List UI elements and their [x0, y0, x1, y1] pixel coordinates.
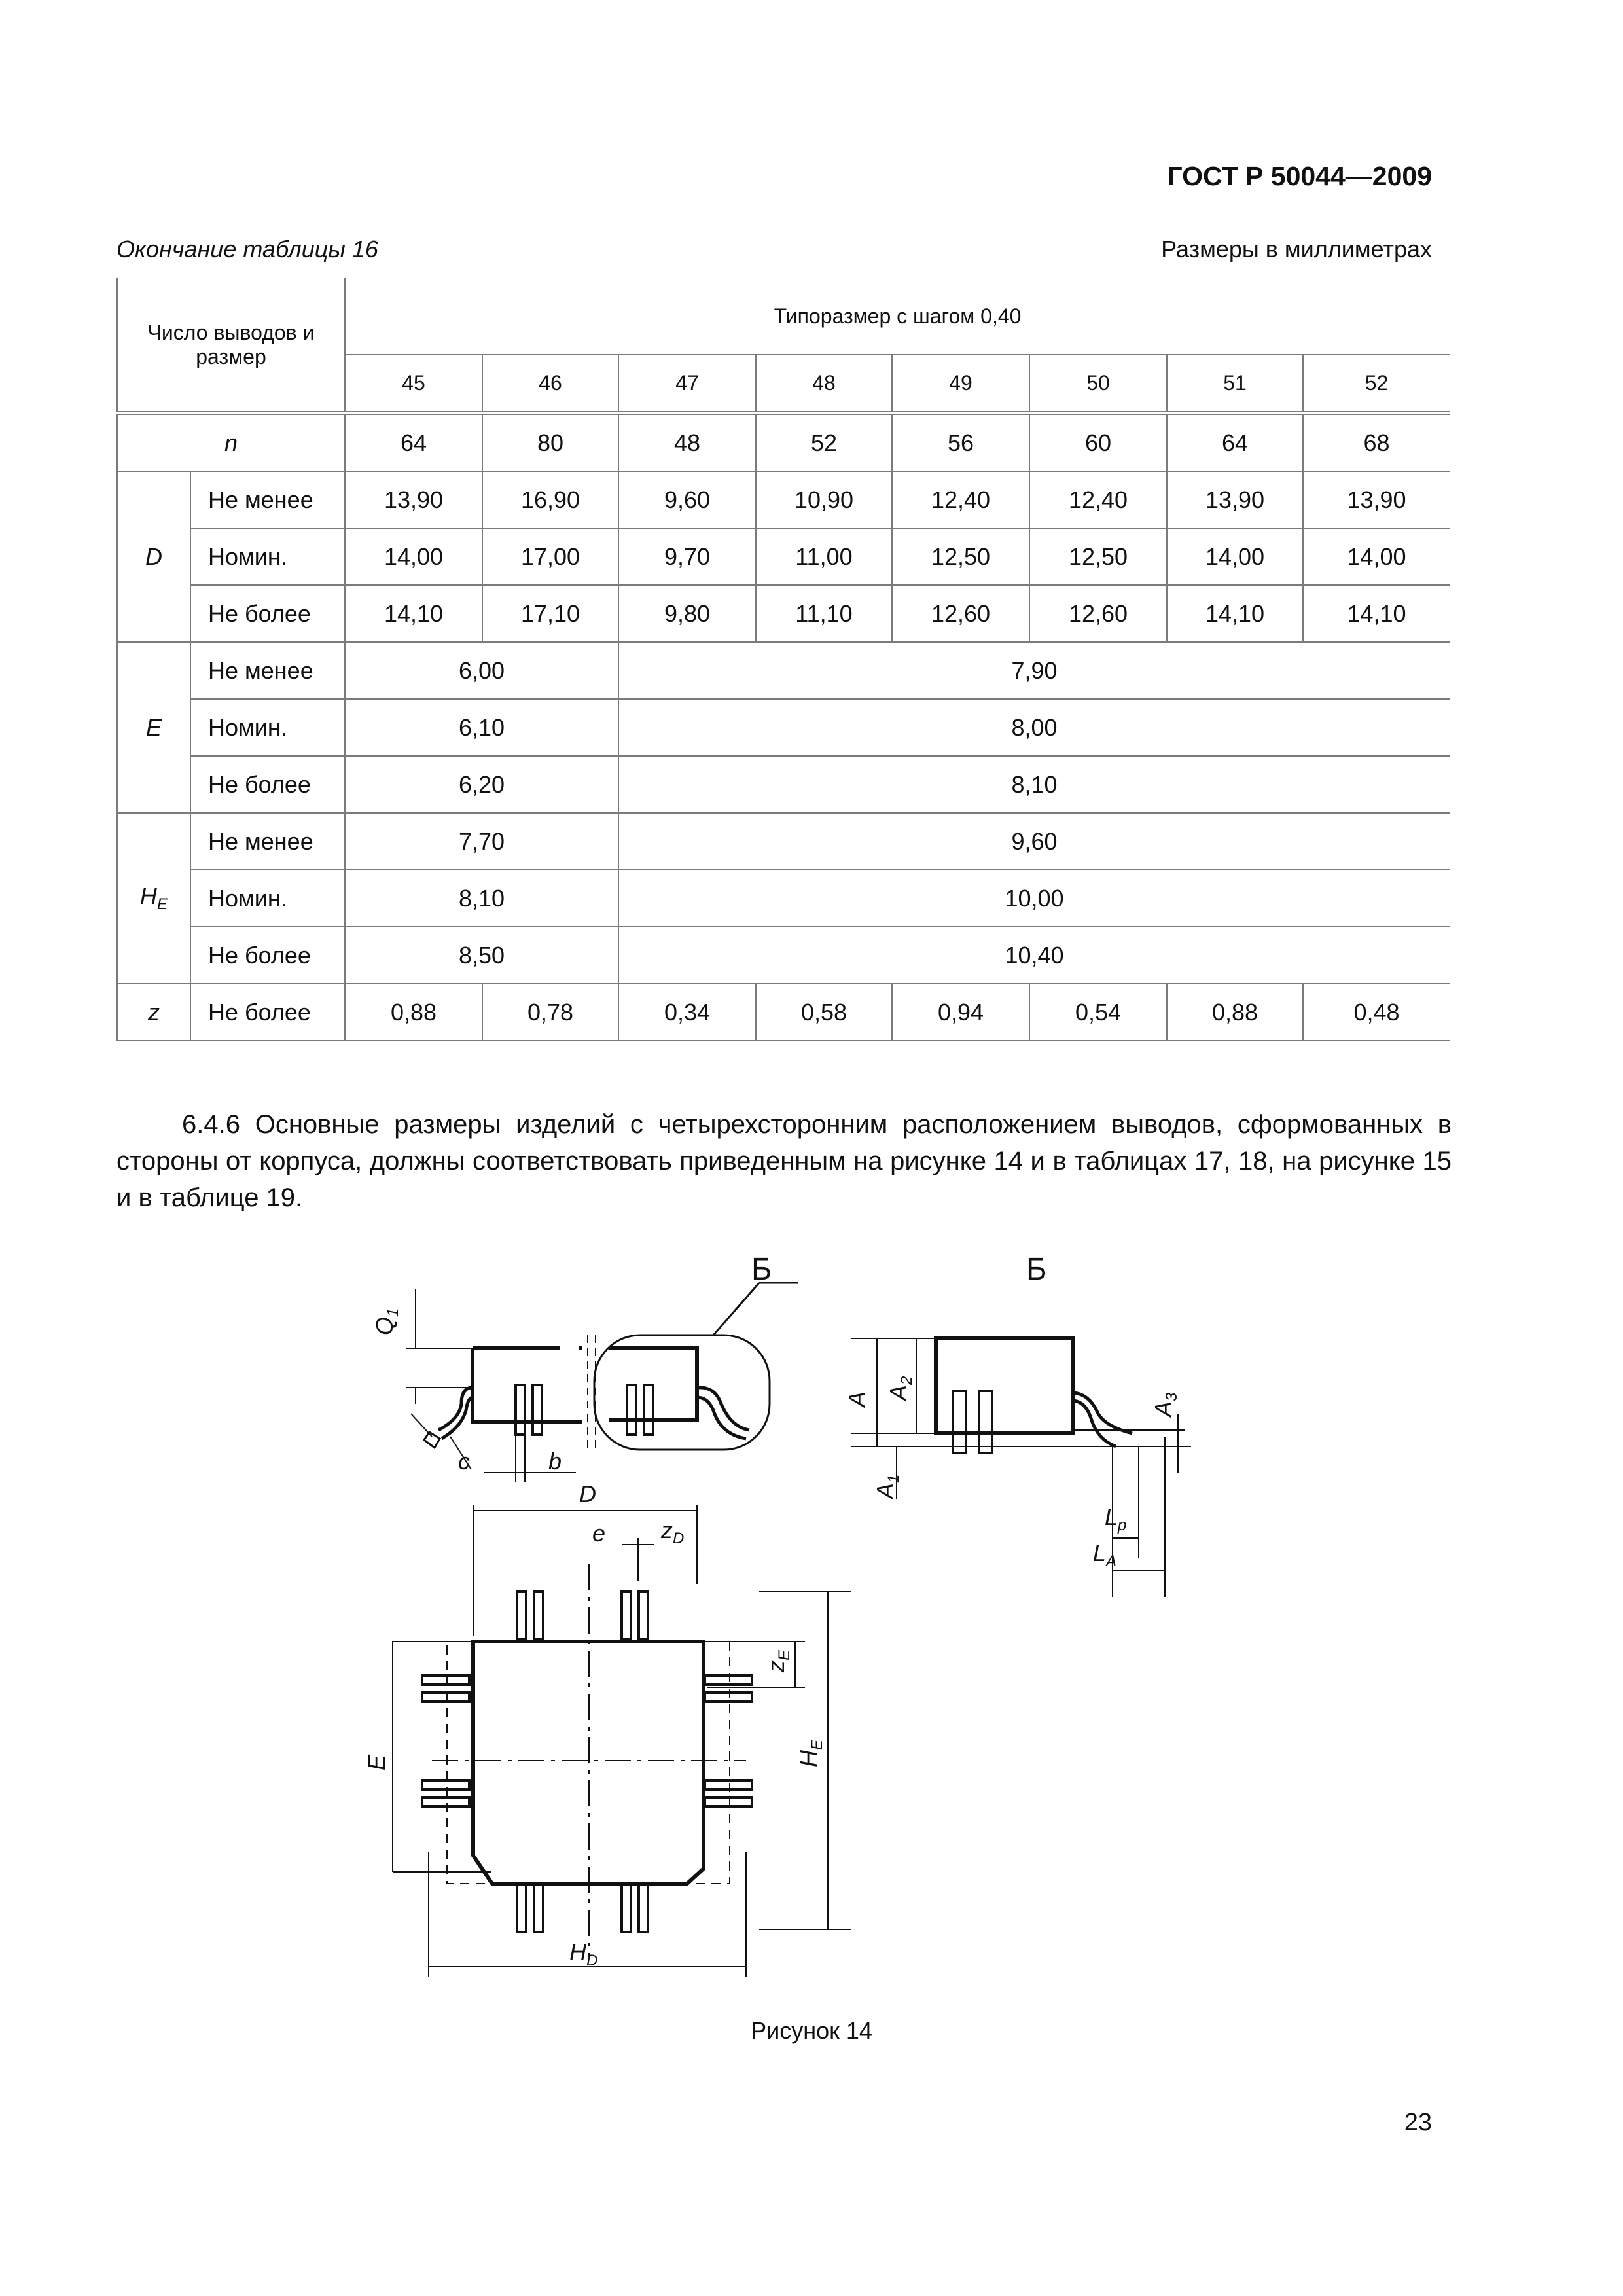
lead-pin [622, 1592, 631, 1639]
view-label: Б [1026, 1252, 1047, 1287]
column-header-45: 45 [345, 355, 482, 413]
lead-pin [534, 1592, 543, 1639]
symbol-text: E [145, 713, 162, 741]
standard-number: ГОСТ Р 50044—2009 [1167, 161, 1432, 191]
lead-pin [517, 1592, 526, 1639]
table-cell: 60 [1029, 413, 1167, 471]
column-header-52: 52 [1303, 355, 1450, 413]
lead-pin [639, 1592, 648, 1639]
table-cell: 8,10 [618, 756, 1450, 813]
table-cell: 14,10 [345, 585, 482, 642]
table-cell: 9,60 [618, 813, 1450, 870]
dim-HD: $H_D$ [569, 1939, 598, 1969]
row-symbol: n [117, 413, 345, 471]
table-cell: 80 [482, 413, 618, 471]
table-cell: 8,10 [345, 870, 618, 927]
paragraph-text: 6.4.6 Основные размеры изделий с четырехсторонним расположением выводов, сформованных в стороны от корпуса, должны соответствовать приведенным на рисунке 14 и в таблицах 17, 18, на рисунке 15 и в таблице 19. [116, 1110, 1452, 1212]
table-cell: 0,34 [618, 984, 756, 1041]
lead-pin [517, 1885, 526, 1932]
table-cell: 8,00 [618, 699, 1450, 756]
symbol-subscript: E [156, 895, 168, 914]
table-cell: 0,94 [892, 984, 1029, 1041]
table-cell: 10,90 [756, 471, 892, 528]
dim-D: D [579, 1480, 596, 1507]
table-cell: 14,00 [1303, 528, 1450, 585]
corner-header-cell: Число выводов и размер [117, 278, 345, 413]
table-cell: 11,10 [756, 585, 892, 642]
table-cell: 13,90 [345, 471, 482, 528]
column-header-46: 46 [482, 355, 618, 413]
table-cell: 6,20 [345, 756, 618, 813]
table-cell: 0,48 [1303, 984, 1450, 1041]
row-label: Не менее [190, 813, 345, 870]
figure-labels [363, 1252, 1181, 1969]
table-cell: 9,60 [618, 471, 756, 528]
table-cell: 52 [756, 413, 892, 471]
table-cell: 6,10 [345, 699, 618, 756]
row-label: Не более [190, 585, 345, 642]
table-cell: 12,40 [1029, 471, 1167, 528]
dim-A1: $A_1$ [872, 1474, 902, 1499]
table-cell: 0,78 [482, 984, 618, 1041]
table-cell: 14,00 [1167, 528, 1303, 585]
row-symbol: z [117, 984, 190, 1041]
dim-zE: $z_E$ [762, 1649, 793, 1672]
lead-pin [705, 1693, 752, 1702]
table-cell: 14,10 [1167, 585, 1303, 642]
table-cell: 11,00 [756, 528, 892, 585]
dim-LA: $L_A$ [1093, 1539, 1117, 1570]
lead-pin [622, 1885, 631, 1932]
column-header-51: 51 [1167, 355, 1303, 413]
row-label: Номин. [190, 870, 345, 927]
lead-pin [705, 1780, 752, 1789]
table-cell: 10,40 [618, 927, 1450, 984]
row-label: Не менее [190, 642, 345, 699]
table-cell: 48 [618, 413, 756, 471]
lead-pin [639, 1885, 648, 1932]
table-cell: 13,90 [1167, 471, 1303, 528]
column-header-48: 48 [756, 355, 892, 413]
dim-c: c [458, 1448, 470, 1475]
row-label: Номин. [190, 528, 345, 585]
lead-pin [534, 1885, 543, 1932]
table-cell: 9,70 [618, 528, 756, 585]
dim-HE: $H_E$ [795, 1739, 826, 1767]
dim-e: e [592, 1520, 606, 1547]
page-number: 23 [1404, 2109, 1432, 2136]
dim-A: A [844, 1391, 870, 1407]
dim-A3: $A_3$ [1150, 1392, 1181, 1417]
table-cell: 6,00 [345, 642, 618, 699]
row-label: Не менее [190, 471, 345, 528]
table-cell: 0,88 [1167, 984, 1303, 1041]
column-header-50: 50 [1029, 355, 1167, 413]
table-cell: 7,70 [345, 813, 618, 870]
detail-callout [588, 1283, 798, 1450]
table-cell: 12,50 [892, 528, 1029, 585]
table-cell: 13,90 [1303, 471, 1450, 528]
dim-A2: $A_2$ [885, 1376, 916, 1401]
table-cell: 17,00 [482, 528, 618, 585]
table-cell: 68 [1303, 413, 1450, 471]
lead-pin [705, 1797, 752, 1806]
table-cell: 10,00 [618, 870, 1450, 927]
row-label: Не более [190, 756, 345, 813]
symbol-text: H [139, 882, 157, 910]
table-cell: 8,50 [345, 927, 618, 984]
table-cell: 64 [345, 413, 482, 471]
dim-Lp: $L_p$ [1105, 1503, 1127, 1534]
table-units: Размеры в миллиметрах [1161, 236, 1432, 262]
row-label: Не более [190, 927, 345, 984]
top-view-body [432, 1564, 746, 1957]
row-label: Не более [190, 984, 345, 1041]
table-cell: 12,60 [1029, 585, 1167, 642]
group-header-cell: Типоразмер с шагом 0,40 [345, 278, 1450, 355]
table-cell: 9,80 [618, 585, 756, 642]
table-cell: 12,40 [892, 471, 1029, 528]
table-cell: 64 [1167, 413, 1303, 471]
row-label: Номин. [190, 699, 345, 756]
table-cell: 12,60 [892, 585, 1029, 642]
table-cell: 56 [892, 413, 1029, 471]
lead-pin [422, 1676, 469, 1685]
lead-pin [422, 1780, 469, 1789]
lead-pin [422, 1797, 469, 1806]
table-cell: 7,90 [618, 642, 1450, 699]
dim-Q1: $Q_1$ [371, 1308, 402, 1335]
dim-E: E [363, 1754, 390, 1770]
detail-label: Б [751, 1252, 772, 1287]
table-cell: 16,90 [482, 471, 618, 528]
table-cell: 17,10 [482, 585, 618, 642]
lead-pin [705, 1676, 752, 1685]
dim-zD: $z_D$ [661, 1516, 685, 1547]
table-cell: 0,54 [1029, 984, 1167, 1041]
table-cell: 14,00 [345, 528, 482, 585]
dim-b: b [548, 1448, 562, 1475]
table-caption: Окончание таблицы 16 [116, 236, 378, 262]
column-header-47: 47 [618, 355, 756, 413]
column-header-49: 49 [892, 355, 1029, 413]
table-cell: 12,50 [1029, 528, 1167, 585]
table-cell: 0,58 [756, 984, 892, 1041]
figure-caption: Рисунок 14 [751, 2017, 872, 2044]
table-cell: 0,88 [345, 984, 482, 1041]
lead-pin [422, 1693, 469, 1702]
table-cell: 14,10 [1303, 585, 1450, 642]
row-symbol: D [117, 471, 190, 642]
